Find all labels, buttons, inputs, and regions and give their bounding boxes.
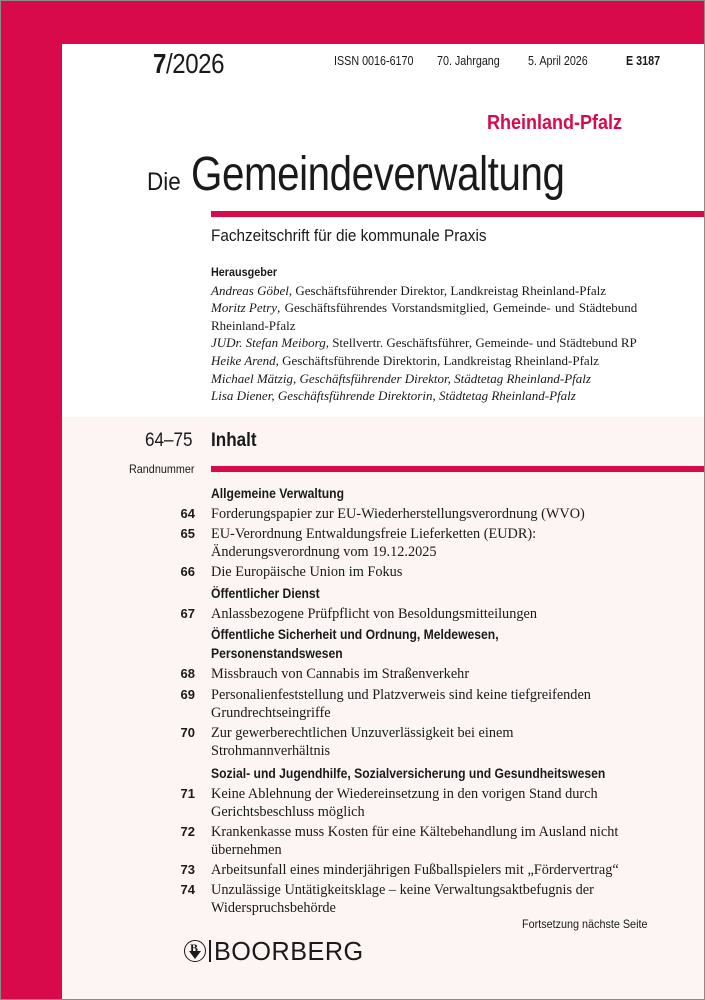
region-label: Rheinland-Pfalz — [486, 112, 622, 134]
section-heading-line2: Personenstandswesen — [211, 646, 343, 661]
entry-title: Zur gewerberechtlichen Unzuverlässigkeit bei einem Strohmannverhältnis — [211, 725, 514, 759]
editor-role: , Stellvertr. Geschäftsführer, Gemeinde- und Städtebund RP — [325, 335, 637, 351]
editor-line — [211, 352, 691, 370]
emblem-triangle — [189, 951, 201, 959]
title-rule — [211, 211, 704, 217]
entry-title: Keine Ablehnung der Wiedereinsetzung in den vorigen Stand durch Gerichtsbeschluss möglich — [211, 786, 598, 820]
entry-title: Die Europäische Union im Fokus — [211, 564, 403, 580]
entry-number: 74 — [180, 882, 195, 897]
editor-name: JUDr. Stefan Meiborg — [211, 335, 326, 351]
editor-role: , Geschäftsführendes Vorstandsmitglied, Gemeinde- und Städtebund Rheinland-Pfalz — [211, 300, 638, 333]
entry-number: 72 — [180, 824, 195, 839]
editor-name: Heike Arend — [211, 352, 276, 368]
editor-name: Michael Mätzig — [211, 370, 293, 386]
product-code: E 3187 — [626, 54, 661, 68]
section-heading: Öffentliche Sicherheit und Ordnung, Meldewesen, — [211, 627, 499, 642]
subtitle: Fachzeitschrift für die kommunale Praxis — [211, 226, 487, 245]
editor-name: Lisa Diener — [211, 388, 272, 404]
issn: ISSN 0016-6170 — [334, 54, 414, 68]
editor-line — [211, 370, 691, 388]
entry-number: 70 — [180, 725, 195, 740]
entry-title: Arbeitsunfall eines minderjährigen Fußballspielers mit „Fördervertrag“ — [211, 862, 619, 878]
editor-line — [211, 299, 691, 334]
publisher-logo — [184, 938, 368, 964]
contents-heading: Inhalt — [211, 430, 257, 451]
title-prefix: Die — [147, 168, 181, 196]
left-red-band — [1, 1, 62, 999]
entry-title: Missbrauch von Cannabis im Straßenverkehr — [211, 666, 470, 682]
issue-number — [153, 48, 224, 80]
publisher-name: BOORBERG — [213, 936, 364, 966]
entry-number: 64 — [180, 506, 195, 521]
section-heading: Öffentlicher Dienst — [211, 586, 320, 601]
masthead-title — [147, 147, 636, 202]
editor-line — [211, 387, 691, 405]
section-heading: Sozial- und Jugendhilfe, Sozialversicherung und Gesundheitswesen — [211, 766, 606, 781]
entry-title: Anlassbezogene Prüfpflicht von Besoldungsmitteilungen — [211, 606, 537, 622]
editor-line — [211, 334, 691, 352]
entry-number: 67 — [180, 606, 195, 621]
entry-title: Krankenkasse muss Kosten für eine Kältebehandlung im Ausland nicht übernehmen — [211, 824, 619, 858]
entry-number: 73 — [180, 862, 195, 877]
issue-year: /2026 — [165, 48, 225, 79]
entry-number: 69 — [180, 687, 195, 702]
entry-number: 66 — [180, 564, 195, 579]
volume: 70. Jahrgang — [437, 54, 500, 68]
issue-number-bold: 7 — [153, 48, 166, 79]
continued-note: Fortsetzung nächste Seite — [522, 917, 648, 931]
randnummer-label: Randnummer — [129, 462, 195, 476]
editor-role: , Geschäftsführender Direktor, Städtetag Rheinland-Pfalz — [292, 370, 591, 386]
entry-title: Forderungspapier zur EU-Wiederherstellungsverordnung (WVO) — [211, 506, 585, 522]
entry-title: Unzulässige Untätigkeitsklage – keine Verwaltungsaktbefugnis der Widerspruchsbehörde — [211, 882, 594, 916]
editor-role: , Geschäftsführende Direktorin, Städtetag Rheinland-Pfalz — [271, 388, 576, 404]
logo-divider — [209, 940, 211, 962]
editor-name: Moritz Petry — [211, 300, 278, 316]
entry-title: Personalienfeststellung und Platzverweis sind keine tiefgreifenden Grundrechtseingriffe — [211, 687, 591, 721]
editors-block — [211, 264, 691, 405]
issue-date: 5. April 2026 — [528, 54, 588, 68]
title-main: Gemeindeverwaltung — [190, 148, 565, 201]
section-heading: Allgemeine Verwaltung — [211, 486, 345, 501]
contents-rule — [211, 466, 704, 472]
randnummer-range: 64–75 — [145, 430, 193, 451]
editor-role: , Geschäftsführender Direktor, Landkreistag Rheinland-Pfalz — [288, 282, 607, 298]
editor-line — [211, 282, 691, 300]
emblem-letter: B — [190, 941, 199, 955]
entry-number: 71 — [180, 786, 195, 801]
editor-name: Andreas Göbel — [211, 282, 289, 298]
entry-number: 65 — [180, 526, 195, 541]
boorberg-emblem-icon — [184, 940, 206, 962]
editor-role: , Geschäftsführende Direktorin, Landkreistag Rheinland-Pfalz — [275, 352, 600, 368]
top-red-band — [1, 1, 704, 44]
entry-number: 68 — [180, 666, 195, 681]
editors-label: Herausgeber — [211, 265, 278, 279]
entry-title: EU-Verordnung Entwaldungsfreie Lieferketten (EUDR): Änderungsverordnung vom 19.12.2025 — [211, 526, 537, 560]
